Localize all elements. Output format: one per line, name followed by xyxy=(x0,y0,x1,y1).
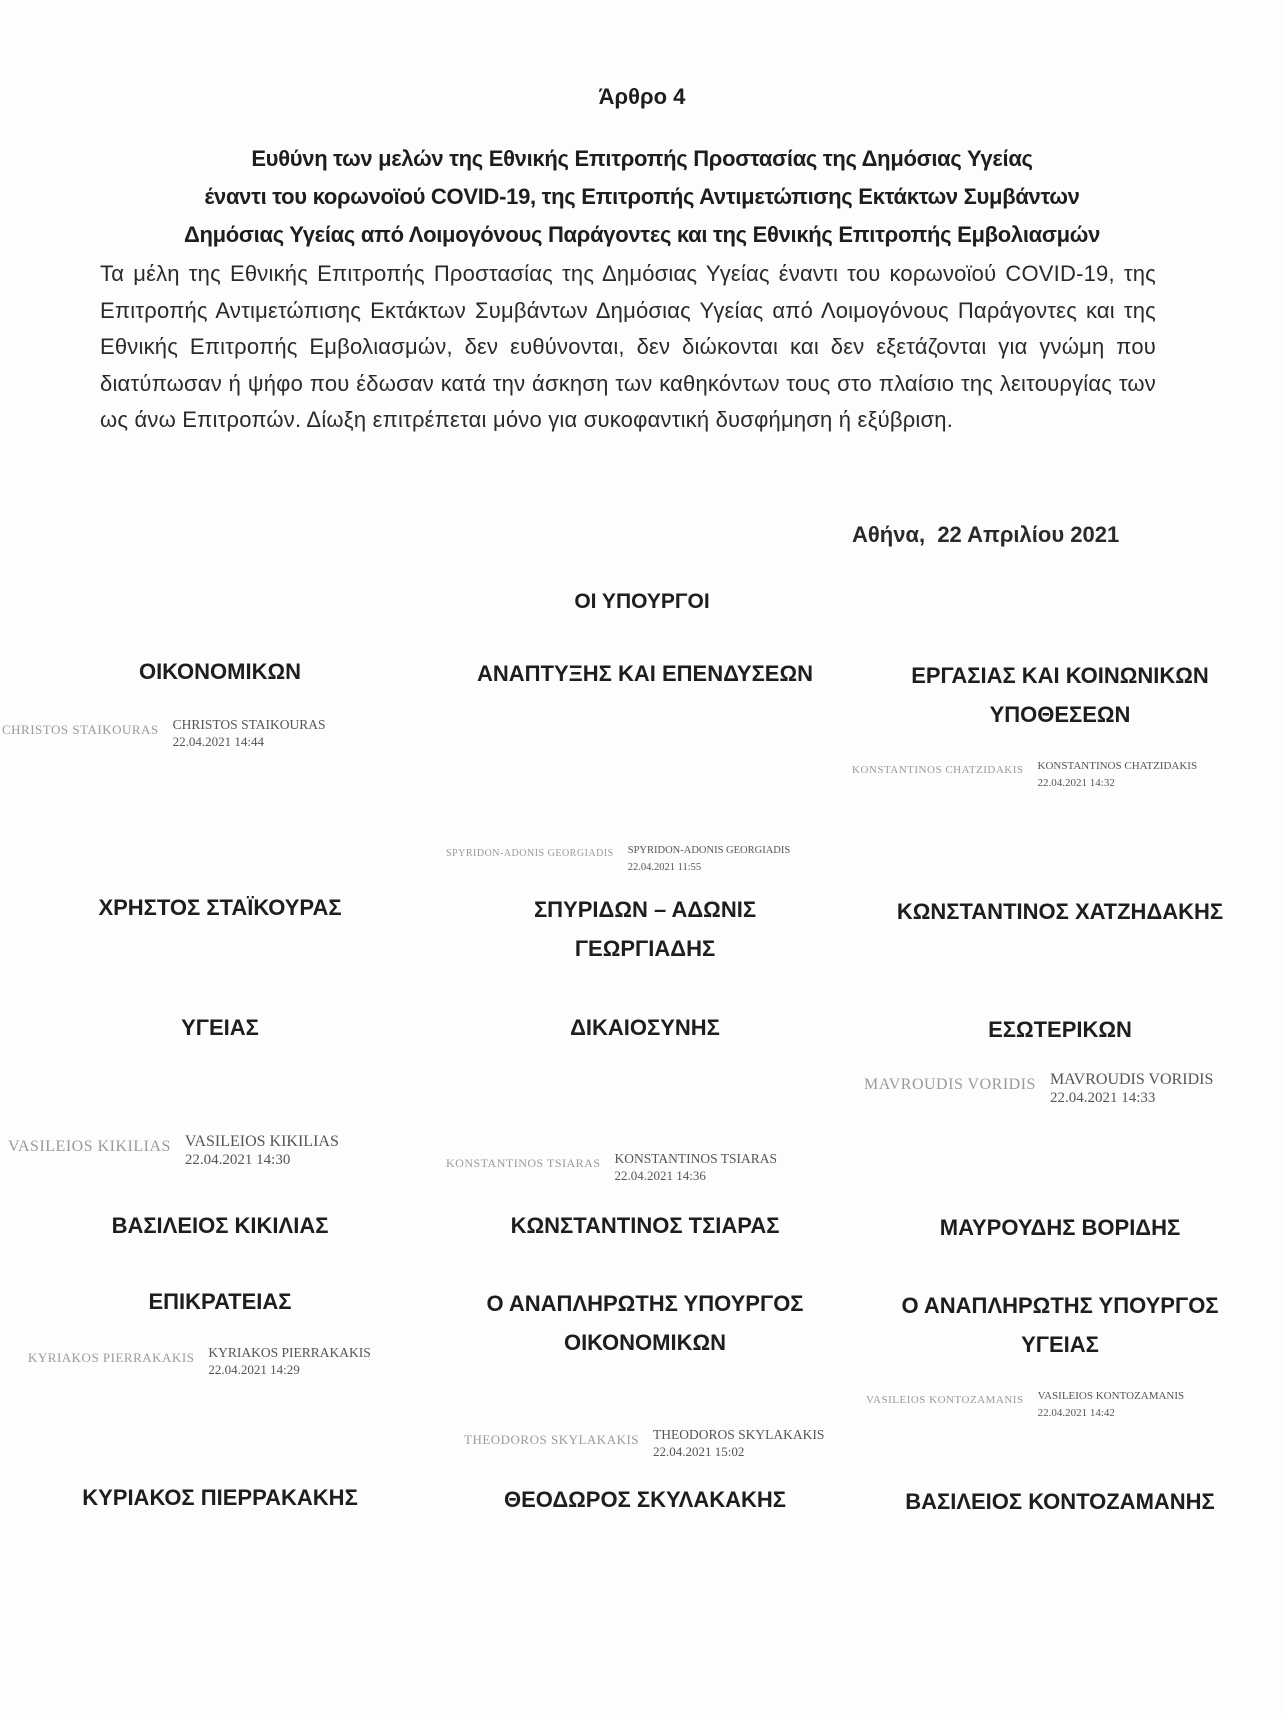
ministry-line: ΥΓΕΙΑΣ xyxy=(181,1015,259,1040)
ministry-line: Ο ΑΝΑΠΛΗΡΩΤΗΣ ΥΠΟΥΡΓΟΣ xyxy=(901,1293,1219,1318)
article-title-line: Ευθύνη των μελών της Εθνικής Επιτροπής Προστασίας της Δημόσιας Υγείας xyxy=(251,146,1033,171)
signature-name: CHRISTOS STAIKOURAS xyxy=(172,717,326,732)
article-title-line: έναντι του κορωνοϊού COVID-19, της Επιτροπής Αντιμετώπισης Εκτάκτων Συμβάντων xyxy=(204,184,1080,209)
ministry-line: ΕΡΓΑΣΙΑΣ ΚΑΙ ΚΟΙΝΩΝΙΚΩΝ xyxy=(911,663,1209,688)
minister-name-line: ΒΑΣΙΛΕΙΟΣ ΚΙΚΙΛΙΑΣ xyxy=(111,1213,329,1238)
article-title-line: Δημόσιας Υγείας από Λοιμογόνους Παράγοντες και της Εθνικής Επιτροπής Εμβολιασμών xyxy=(183,222,1101,247)
minister-name-line: ΘΕΟΔΩΡΟΣ ΣΚΥΛΑΚΑΚΗΣ xyxy=(504,1487,786,1512)
digital-signature xyxy=(8,1132,339,1170)
digital-signature xyxy=(464,1426,824,1460)
article-title xyxy=(90,140,1194,254)
minister-name xyxy=(40,888,400,927)
signature-name: THEODOROS SKYLAKAKIS xyxy=(653,1427,825,1442)
ministry-title xyxy=(860,656,1260,734)
article-body: Τα μέλη της Εθνικής Επιτροπής Προστασίας της Δημόσιας Υγείας έναντι του κορωνοϊού COVID-19, της Επιτροπής Αντιμετώπισης Εκτάκτων Συμβάντων Δημόσιας Υγείας από Λοιμογόνους Παράγοντες και της Εθνικής Επιτροπής Εμβολιασμών, δεν ευθύνονται, δεν διώκονται και δεν εξετάζονται για γνώμη που διατύπωσαν ή ψήφο που έδωσαν κατά την άσκηση των καθηκόντων τους στο πλαίσιο της λειτουργίας των ως άνω Επιτροπών. Δίωξη επιτρέπεται μόνο για συκοφαντική δυσφήμηση ή εξύβριση. xyxy=(100,261,1156,432)
signature-name: KYRIAKOS PIERRAKAKIS xyxy=(208,1345,371,1360)
digital-signature xyxy=(446,842,790,876)
signature-name: MAVROUDIS VORIDIS xyxy=(1049,1071,1214,1088)
signature-watermark: THEODOROS SKYLAKAKIS xyxy=(464,1432,640,1447)
minister-name-line: ΧΡΗΣΤΟΣ ΣΤΑΪΚΟΥΡΑΣ xyxy=(98,895,342,920)
signature-timestamp: 22.04.2021 14:32 xyxy=(1037,777,1115,789)
article-number: Άρθρο 4 xyxy=(598,84,686,109)
signature-watermark: MAVROUDIS VORIDIS xyxy=(864,1076,1036,1093)
ministry-line: ΕΠΙΚΡΑΤΕΙΑΣ xyxy=(148,1289,292,1314)
signature-name: KONSTANTINOS TSIARAS xyxy=(614,1151,778,1166)
signature-watermark: VASILEIOS KIKILIAS xyxy=(8,1138,171,1155)
digital-signature xyxy=(852,758,1197,792)
ministry-line: ΟΙΚΟΝΟΜΙΚΩΝ xyxy=(138,659,302,684)
signature-name: VASILEIOS KONTOZAMANIS xyxy=(1037,1390,1185,1402)
ministers-heading: ΟΙ ΥΠΟΥΡΓΟΙ xyxy=(574,590,710,613)
ministry-line: ΥΠΟΘΕΣΕΩΝ xyxy=(989,702,1131,727)
signature-name: KONSTANTINOS CHATZIDAKIS xyxy=(1037,760,1198,772)
signature-watermark: KYRIAKOS PIERRAKAKIS xyxy=(28,1350,195,1365)
signature-name: SPYRIDON-ADONIS GEORGIADIS xyxy=(627,845,791,856)
minister-name-line: ΚΥΡΙΑΚΟΣ ΠΙΕΡΡΑΚΑΚΗΣ xyxy=(82,1485,358,1510)
ministry-title xyxy=(860,1010,1260,1049)
minister-name xyxy=(860,892,1260,931)
signature-watermark: KONSTANTINOS TSIARAS xyxy=(446,1156,601,1170)
minister-name-line: ΚΩΝΣΤΑΝΤΙΝΟΣ ΤΣΙΑΡΑΣ xyxy=(510,1213,780,1238)
ministry-line: ΔΙΚΑΙΟΣΥΝΗΣ xyxy=(570,1015,720,1040)
ministry-title xyxy=(40,1282,400,1321)
minister-name-line: ΣΠΥΡΙΔΩΝ – ΑΔΩΝΙΣ xyxy=(533,897,757,922)
ministry-title xyxy=(430,654,860,693)
digital-signature xyxy=(28,1344,371,1378)
minister-name-line: ΓΕΩΡΓΙΑΔΗΣ xyxy=(574,936,716,961)
date-place-line: Αθήνα, 22 Απριλίου 2021 xyxy=(852,522,1120,547)
minister-name xyxy=(40,1478,400,1517)
signature-timestamp: 22.04.2021 14:33 xyxy=(1049,1090,1156,1106)
minister-name xyxy=(430,1480,860,1519)
signature-timestamp: 22.04.2021 14:30 xyxy=(184,1152,291,1168)
signature-watermark: KONSTANTINOS CHATZIDAKIS xyxy=(852,764,1024,776)
signature-timestamp: 22.04.2021 14:44 xyxy=(172,734,265,749)
signature-timestamp: 22.04.2021 15:02 xyxy=(653,1444,745,1459)
minister-name xyxy=(860,1482,1260,1521)
ministry-line: ΑΝΑΠΤΥΞΗΣ ΚΑΙ ΕΠΕΝΔΥΣΕΩΝ xyxy=(476,661,814,686)
minister-name xyxy=(430,890,860,968)
minister-name-line: ΚΩΝΣΤΑΝΤΙΝΟΣ ΧΑΤΖΗΔΑΚΗΣ xyxy=(896,899,1224,924)
digital-signature xyxy=(446,1150,777,1184)
ministry-title xyxy=(40,1008,400,1047)
digital-signature xyxy=(864,1070,1213,1108)
ministry-title xyxy=(860,1286,1260,1364)
ministry-title xyxy=(430,1284,860,1362)
signature-watermark: CHRISTOS STAIKOURAS xyxy=(2,722,159,737)
signature-timestamp: 22.04.2021 14:42 xyxy=(1037,1407,1115,1419)
ministry-title xyxy=(40,652,400,691)
minister-name xyxy=(40,1206,400,1245)
signature-watermark: VASILEIOS KONTOZAMANIS xyxy=(866,1394,1024,1406)
signature-timestamp: 22.04.2021 11:55 xyxy=(627,862,702,873)
digital-signature xyxy=(866,1388,1184,1422)
ministry-line: Ο ΑΝΑΠΛΗΡΩΤΗΣ ΥΠΟΥΡΓΟΣ xyxy=(486,1291,804,1316)
signature-timestamp: 22.04.2021 14:29 xyxy=(208,1362,300,1377)
ministry-line: ΥΓΕΙΑΣ xyxy=(1021,1332,1099,1357)
ministry-line: ΕΣΩΤΕΡΙΚΩΝ xyxy=(988,1017,1132,1042)
signature-name: VASILEIOS KIKILIAS xyxy=(184,1133,339,1150)
ministry-title xyxy=(430,1008,860,1047)
minister-name-line: ΜΑΥΡΟΥΔΗΣ ΒΟΡΙΔΗΣ xyxy=(939,1215,1181,1240)
signature-timestamp: 22.04.2021 14:36 xyxy=(614,1168,706,1183)
signature-watermark: SPYRIDON-ADONIS GEORGIADIS xyxy=(446,848,614,859)
digital-signature xyxy=(2,716,326,750)
ministry-line: ΟΙΚΟΝΟΜΙΚΩΝ xyxy=(563,1330,727,1355)
minister-name xyxy=(430,1206,860,1245)
minister-name xyxy=(860,1208,1260,1247)
minister-name-line: ΒΑΣΙΛΕΙΟΣ ΚΟΝΤΟΖΑΜΑΝΗΣ xyxy=(905,1489,1215,1514)
